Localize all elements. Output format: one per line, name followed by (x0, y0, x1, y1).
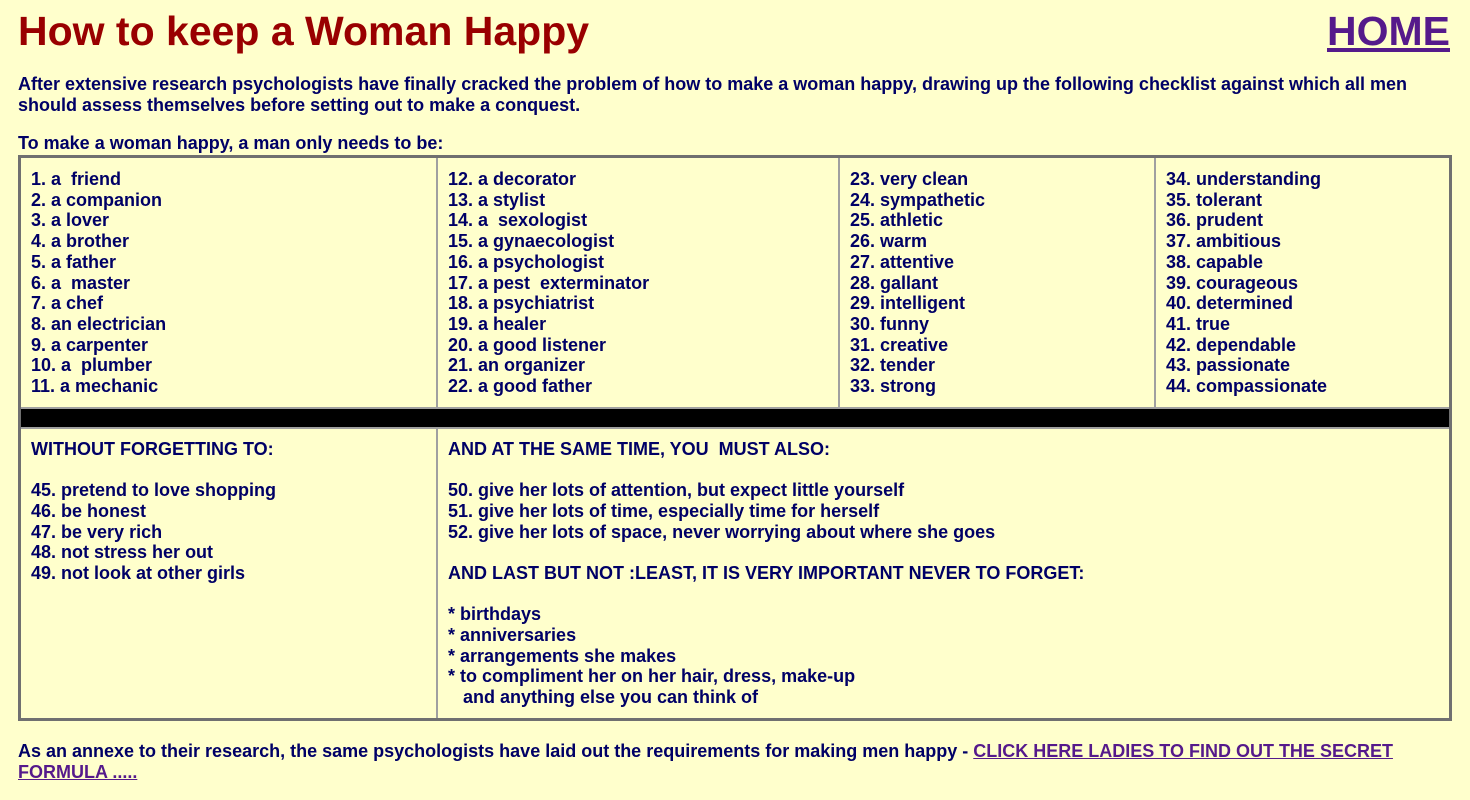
secret-formula-link[interactable]: CLICK HERE LADIES TO FIND OUT THE SECRET FORMULA ..... (18, 741, 1393, 782)
list-item: 38. capable (1166, 251, 1264, 272)
list-item: 49. not look at other girls (31, 562, 246, 583)
list-item: * anniversaries (448, 625, 577, 646)
list-item: 8. an electrician (31, 313, 167, 334)
lead-text: To make a woman happy, a man only needs to be: (18, 133, 444, 153)
list-item: 17. a pest exterminator (448, 272, 650, 293)
list-item: 16. a psychologist (448, 251, 605, 272)
list-item: 28. gallant (850, 272, 939, 293)
list-item: 26. warm (850, 231, 928, 252)
checklist-row (20, 157, 1451, 408)
list-item: * to compliment her on her hair, dress, make-up (448, 666, 856, 687)
column-1-list (31, 169, 426, 397)
extras-row (20, 428, 1451, 720)
list-item: 46. be honest (31, 500, 147, 521)
home-link[interactable]: HOME (1327, 8, 1450, 54)
list-item: 19. a healer (448, 313, 547, 334)
list-item: and anything else you can think of (448, 687, 759, 708)
also-heading: AND AT THE SAME TIME, YOU MUST ALSO: (448, 438, 830, 459)
list-item: 31. creative (850, 334, 949, 355)
list-item: 14. a sexologist (448, 210, 588, 231)
list-item: 11. a mechanic (31, 376, 159, 397)
list-item: 13. a stylist (448, 189, 546, 210)
also-list (448, 480, 1439, 542)
list-item: 52. give her lots of space, never worrying about where she goes (448, 521, 996, 542)
list-item: 36. prudent (1166, 210, 1264, 231)
list-item: 27. attentive (850, 251, 955, 272)
list-item: 10. a plumber (31, 355, 153, 376)
list-item: 37. ambitious (1166, 231, 1282, 252)
list-item: 18. a psychiatrist (448, 293, 595, 314)
list-item: 15. a gynaecologist (448, 231, 615, 252)
outro-text (18, 741, 1458, 783)
list-item: 29. intelligent (850, 293, 966, 314)
spacer (448, 542, 1439, 563)
list-item: 23. very clean (850, 169, 969, 189)
list-item: 51. give her lots of time, especially time for herself (448, 500, 880, 521)
spacer (31, 459, 426, 480)
intro-text: After extensive research psychologists have finally cracked the problem of how to make a woman happy, drawing up the following checklist against which all men should assess themselves before setting out to make a conquest. (18, 74, 1408, 115)
list-item: 43. passionate (1166, 355, 1291, 376)
spacer (448, 584, 1439, 605)
column-2-list (448, 169, 828, 397)
list-item: 20. a good listener (448, 334, 607, 355)
list-item: * arrangements she makes (448, 645, 677, 666)
list-item: 4. a brother (31, 231, 130, 252)
list-item: 44. compassionate (1166, 376, 1328, 397)
list-item: 7. a chef (31, 293, 104, 314)
list-item: 50. give her lots of attention, but expect little yourself (448, 480, 905, 501)
spacer (448, 459, 1439, 480)
checklist-column-2 (437, 157, 839, 408)
without-list (31, 480, 426, 584)
list-item: 3. a lover (31, 210, 110, 231)
list-item: 2. a companion (31, 189, 163, 210)
without-heading: WITHOUT FORGETTING TO: (31, 438, 274, 459)
list-item: 40. determined (1166, 293, 1294, 314)
list-item: 39. courageous (1166, 272, 1299, 293)
list-item: * birthdays (448, 604, 542, 625)
list-item: 6. a master (31, 272, 131, 293)
list-item: 1. a friend (31, 169, 122, 189)
black-divider-bar (20, 408, 1451, 428)
list-item: 24. sympathetic (850, 189, 986, 210)
list-item: 21. an organizer (448, 355, 586, 376)
without-forgetting-cell (20, 428, 438, 720)
list-item: 35. tolerant (1166, 189, 1263, 210)
checklist-column-4 (1155, 157, 1451, 408)
divider-cell (20, 408, 1451, 428)
last-heading: AND LAST BUT NOT :LEAST, IT IS VERY IMPORTANT NEVER TO FORGET: (448, 562, 1085, 583)
column-4-list (1166, 169, 1439, 397)
list-item: 47. be very rich (31, 521, 163, 542)
checklist-table (18, 155, 1452, 721)
list-item: 30. funny (850, 313, 930, 334)
list-item: 22. a good father (448, 376, 593, 397)
list-item: 9. a carpenter (31, 334, 149, 355)
list-item: 12. a decorator (448, 169, 577, 189)
list-item: 32. tender (850, 355, 936, 376)
list-item: 5. a father (31, 251, 117, 272)
list-item: 34. understanding (1166, 169, 1322, 189)
list-item: 41. true (1166, 313, 1231, 334)
checklist-column-1 (20, 157, 438, 408)
outro-sentence: As an annexe to their research, the same psychologists have laid out the requirements for making men happy - (18, 741, 974, 761)
column-3-list (850, 169, 1144, 397)
list-item: 48. not stress her out (31, 542, 214, 563)
checklist-column-3 (839, 157, 1155, 408)
list-item: 25. athletic (850, 210, 944, 231)
must-also-cell (437, 428, 1451, 720)
list-item: 33. strong (850, 376, 937, 397)
page-title: How to keep a Woman Happy (18, 8, 590, 54)
list-item: 42. dependable (1166, 334, 1297, 355)
never-forget-list (448, 604, 1439, 708)
list-item: 45. pretend to love shopping (31, 480, 277, 501)
